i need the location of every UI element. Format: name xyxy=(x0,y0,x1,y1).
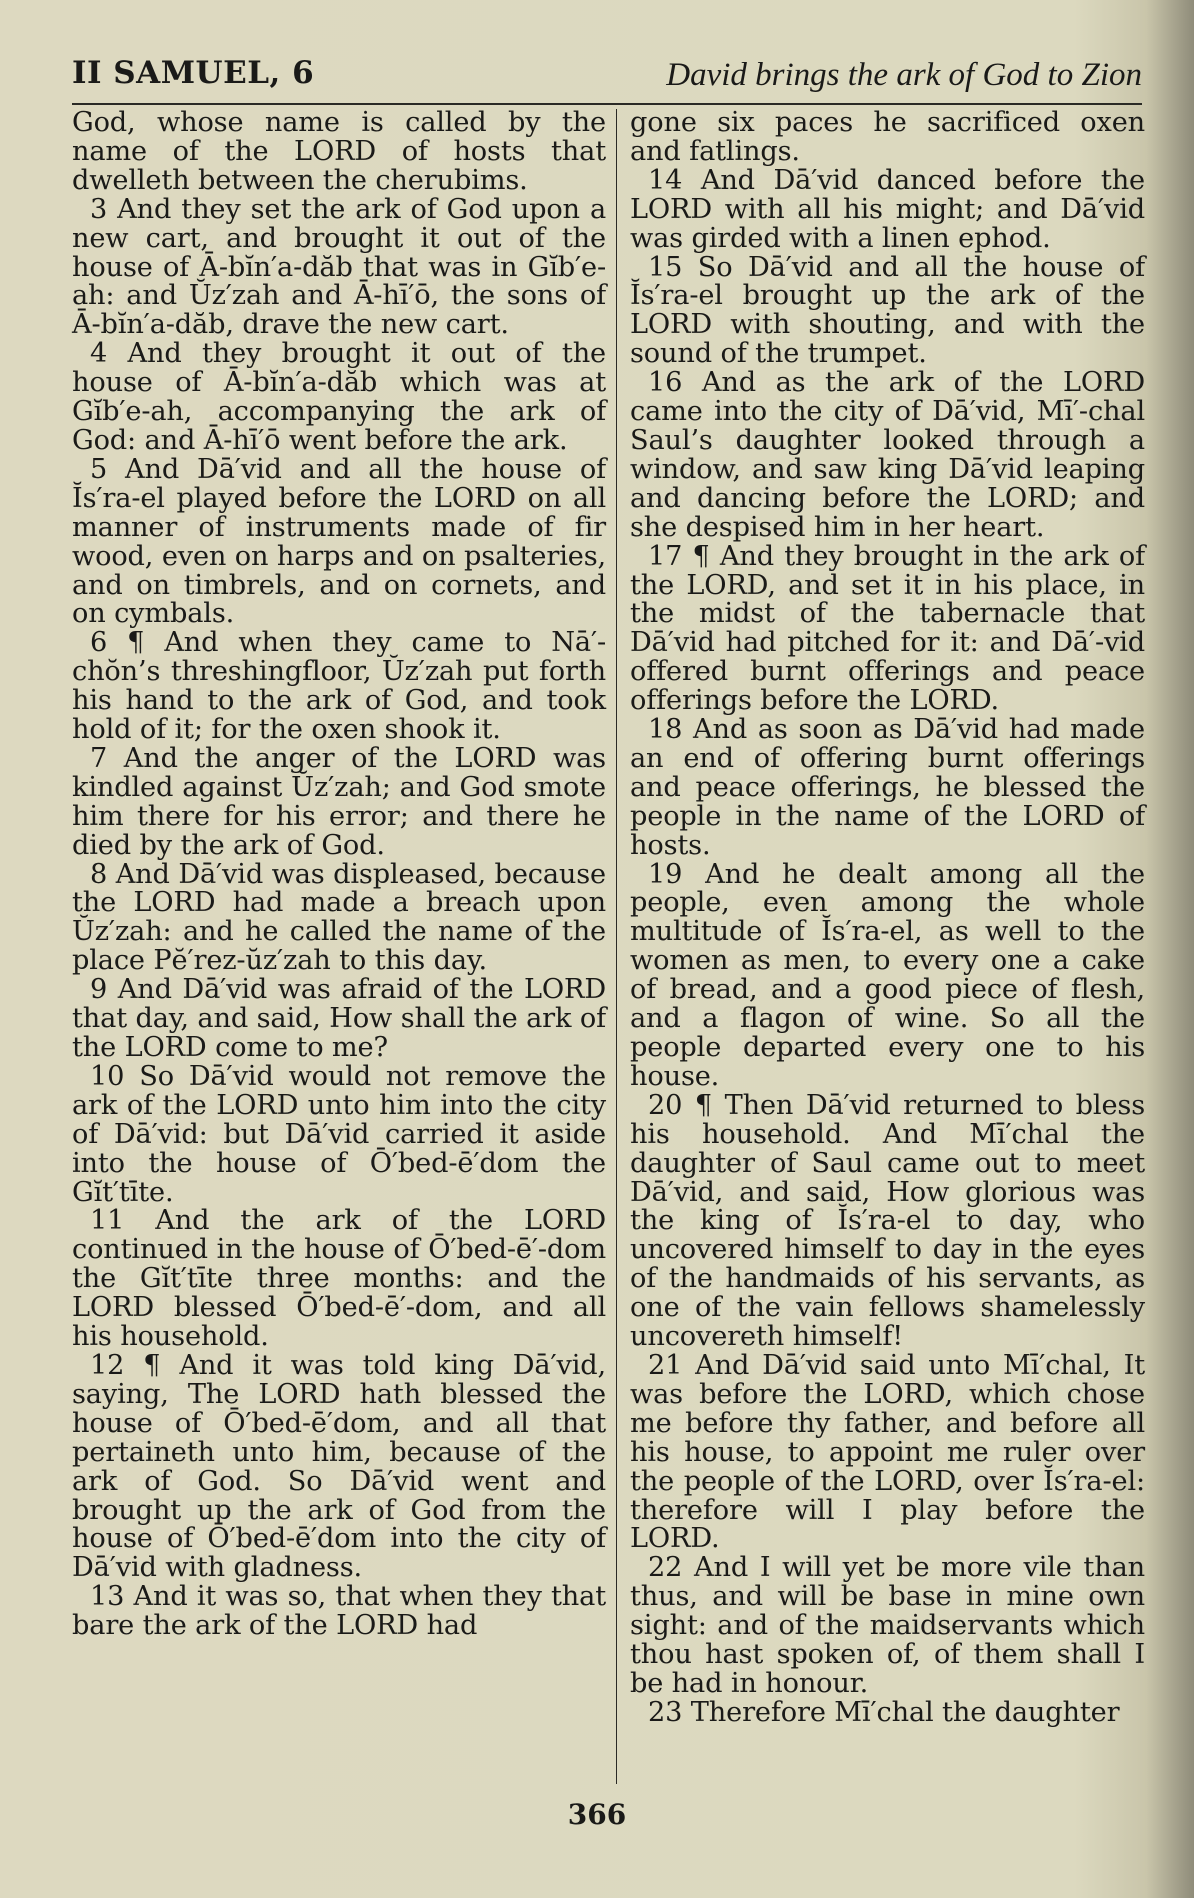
verse-19: 19 And he dealt among all the people, even among the whole multitude of Ĭs′ra-el, as well to the women as men, to every one a cake of bread, and a good piece of flesh, and a flagon of wine. So all the people departed every one to his house. xyxy=(630,858,1145,1092)
page-header xyxy=(72,55,1142,105)
verse-7: 7 And the anger of the LORD was kindled against Ŭz′zah; and God smote him there for his error; and there he died by the ark of God. xyxy=(72,742,606,861)
verse-3: 3 And they set the ark of God upon a new cart, and brought it out of the house of Ā-bĭn′a-dăb that was in Gĭb′e-ah: and Ŭz′zah and Ā-hī′ō, the sons of Ā-bĭn′a-dăb, drave the new cart. xyxy=(72,193,606,341)
verse-17: 17 ¶ And they brought in the ark of the LORD, and set it in his place, in the midst of the tabernacle that Dā′vid had pitched for it: and Dā′-vid offered burnt offerings and peace offerings before the LORD. xyxy=(630,540,1145,717)
verse-11: 11 And the ark of the LORD continued in the house of Ō′bed-ē′-dom the Gĭt′tīte three months: and the LORD blessed Ō′bed-ē′-dom, and all his household. xyxy=(72,1205,606,1353)
left-column xyxy=(72,109,606,1641)
book-chapter-heading: II SAMUEL, 6 xyxy=(72,55,315,91)
verse-12: 12 ¶ And it was told king Dā′vid, saying, The LORD hath blessed the house of Ō′bed-ē′dom, and all that pertaineth unto him, because of the ark of God. So Dā′vid went and brought up the ark of God from the house of Ō′bed-ē′dom into the city of Dā′vid with gladness. xyxy=(72,1349,606,1584)
verse-23: 23 Therefore Mī′chal the daughter xyxy=(648,1696,1120,1728)
verse-4: 4 And they brought it out of the house of Ā-bĭn′a-dăb which was at Gĭb′e-ah, accompanying the ark of God: and Ā-hī′ō went before the ark. xyxy=(72,338,606,456)
column-divider xyxy=(616,109,617,1784)
verse-13-continuation: gone six paces he sacrificed oxen and fatlings. xyxy=(630,107,1145,167)
verse-20: 20 ¶ Then Dā′vid returned to bless his household. And Mī′chal the daughter of Saul came out to meet Dā′vid, and said, How glorious was the king of Ĭs′ra-el to day, who uncovered himself to day in the eyes of the handmaids of his servants, as one of the vain fellows shamelessly uncovereth himself! xyxy=(630,1089,1145,1353)
page-number: 366 xyxy=(567,1798,627,1831)
verse-10: 10 So Dā′vid would not remove the ark of the LORD unto him into the city of Dā′vid: but Dā′vid carried it aside into the house of Ō′bed-ē′dom the Gĭt′tīte. xyxy=(72,1060,606,1208)
running-topic-heading: David brings the ark of God to Zion xyxy=(666,57,1142,93)
verse-22: 22 And I will yet be more vile than thus, and will be base in mine own sight: and of the maidservants which thou hast spoken of, of them shall I be had in honour. xyxy=(630,1552,1145,1699)
verse-13: 13 And it was so, that when they that bare the ark of the LORD had xyxy=(72,1581,606,1642)
verse-6: 6 ¶ And when they came to Nā′-chŏn’s threshingfloor, Ŭz′zah put forth his hand to the ark of God, and took hold of it; for the oxen shook it. xyxy=(72,627,606,746)
verse-16: 16 And as the ark of the LORD came into the city of Dā′vid, Mī′-chal Saul’s daughter looked through a window, and saw king Dā′vid leaping and dancing before the LORD; and she despised him in her heart. xyxy=(630,367,1145,543)
verse-21: 21 And Dā′vid said unto Mī′chal, It was before the LORD, which chose me before thy father, and before all his house, to appoint me ruler over the people of the LORD, over Ĭs′ra-el: therefore will I play before the LORD. xyxy=(630,1349,1145,1555)
verse-14: 14 And Dā′vid danced before the LORD with all his might; and Dā′vid was girded with a linen ephod. xyxy=(630,164,1145,254)
verse-8: 8 And Dā′vid was displeased, because the LORD had made a breach upon Ŭz′zah: and he called the name of the place Pĕ′rez-ŭz′zah to this day. xyxy=(72,858,606,977)
verse-9: 9 And Dā′vid was afraid of the LORD that day, and said, How shall the ark of the LORD come to me? xyxy=(72,974,606,1063)
verse-15: 15 So Dā′vid and all the house of Ĭs′ra-el brought up the ark of the LORD with shouting, and with the sound of the trumpet. xyxy=(630,251,1145,370)
verse-18: 18 And as soon as Dā′vid had made an end of offering burnt offerings and peace offerings, he blessed the people in the name of the LORD of hosts. xyxy=(630,714,1145,861)
header-rule xyxy=(72,103,1142,105)
right-column xyxy=(630,109,1145,1728)
verse-5: 5 And Dā′vid and all the house of Ĭs′ra-el played before the LORD on all manner of instruments made of fir wood, even on harps and on psalteries, and on timbrels, and on cornets, and on cymbals. xyxy=(72,453,606,630)
verse-continuation: God, whose name is called by the name of the LORD of hosts that dwelleth between the cherubims. xyxy=(72,107,606,196)
